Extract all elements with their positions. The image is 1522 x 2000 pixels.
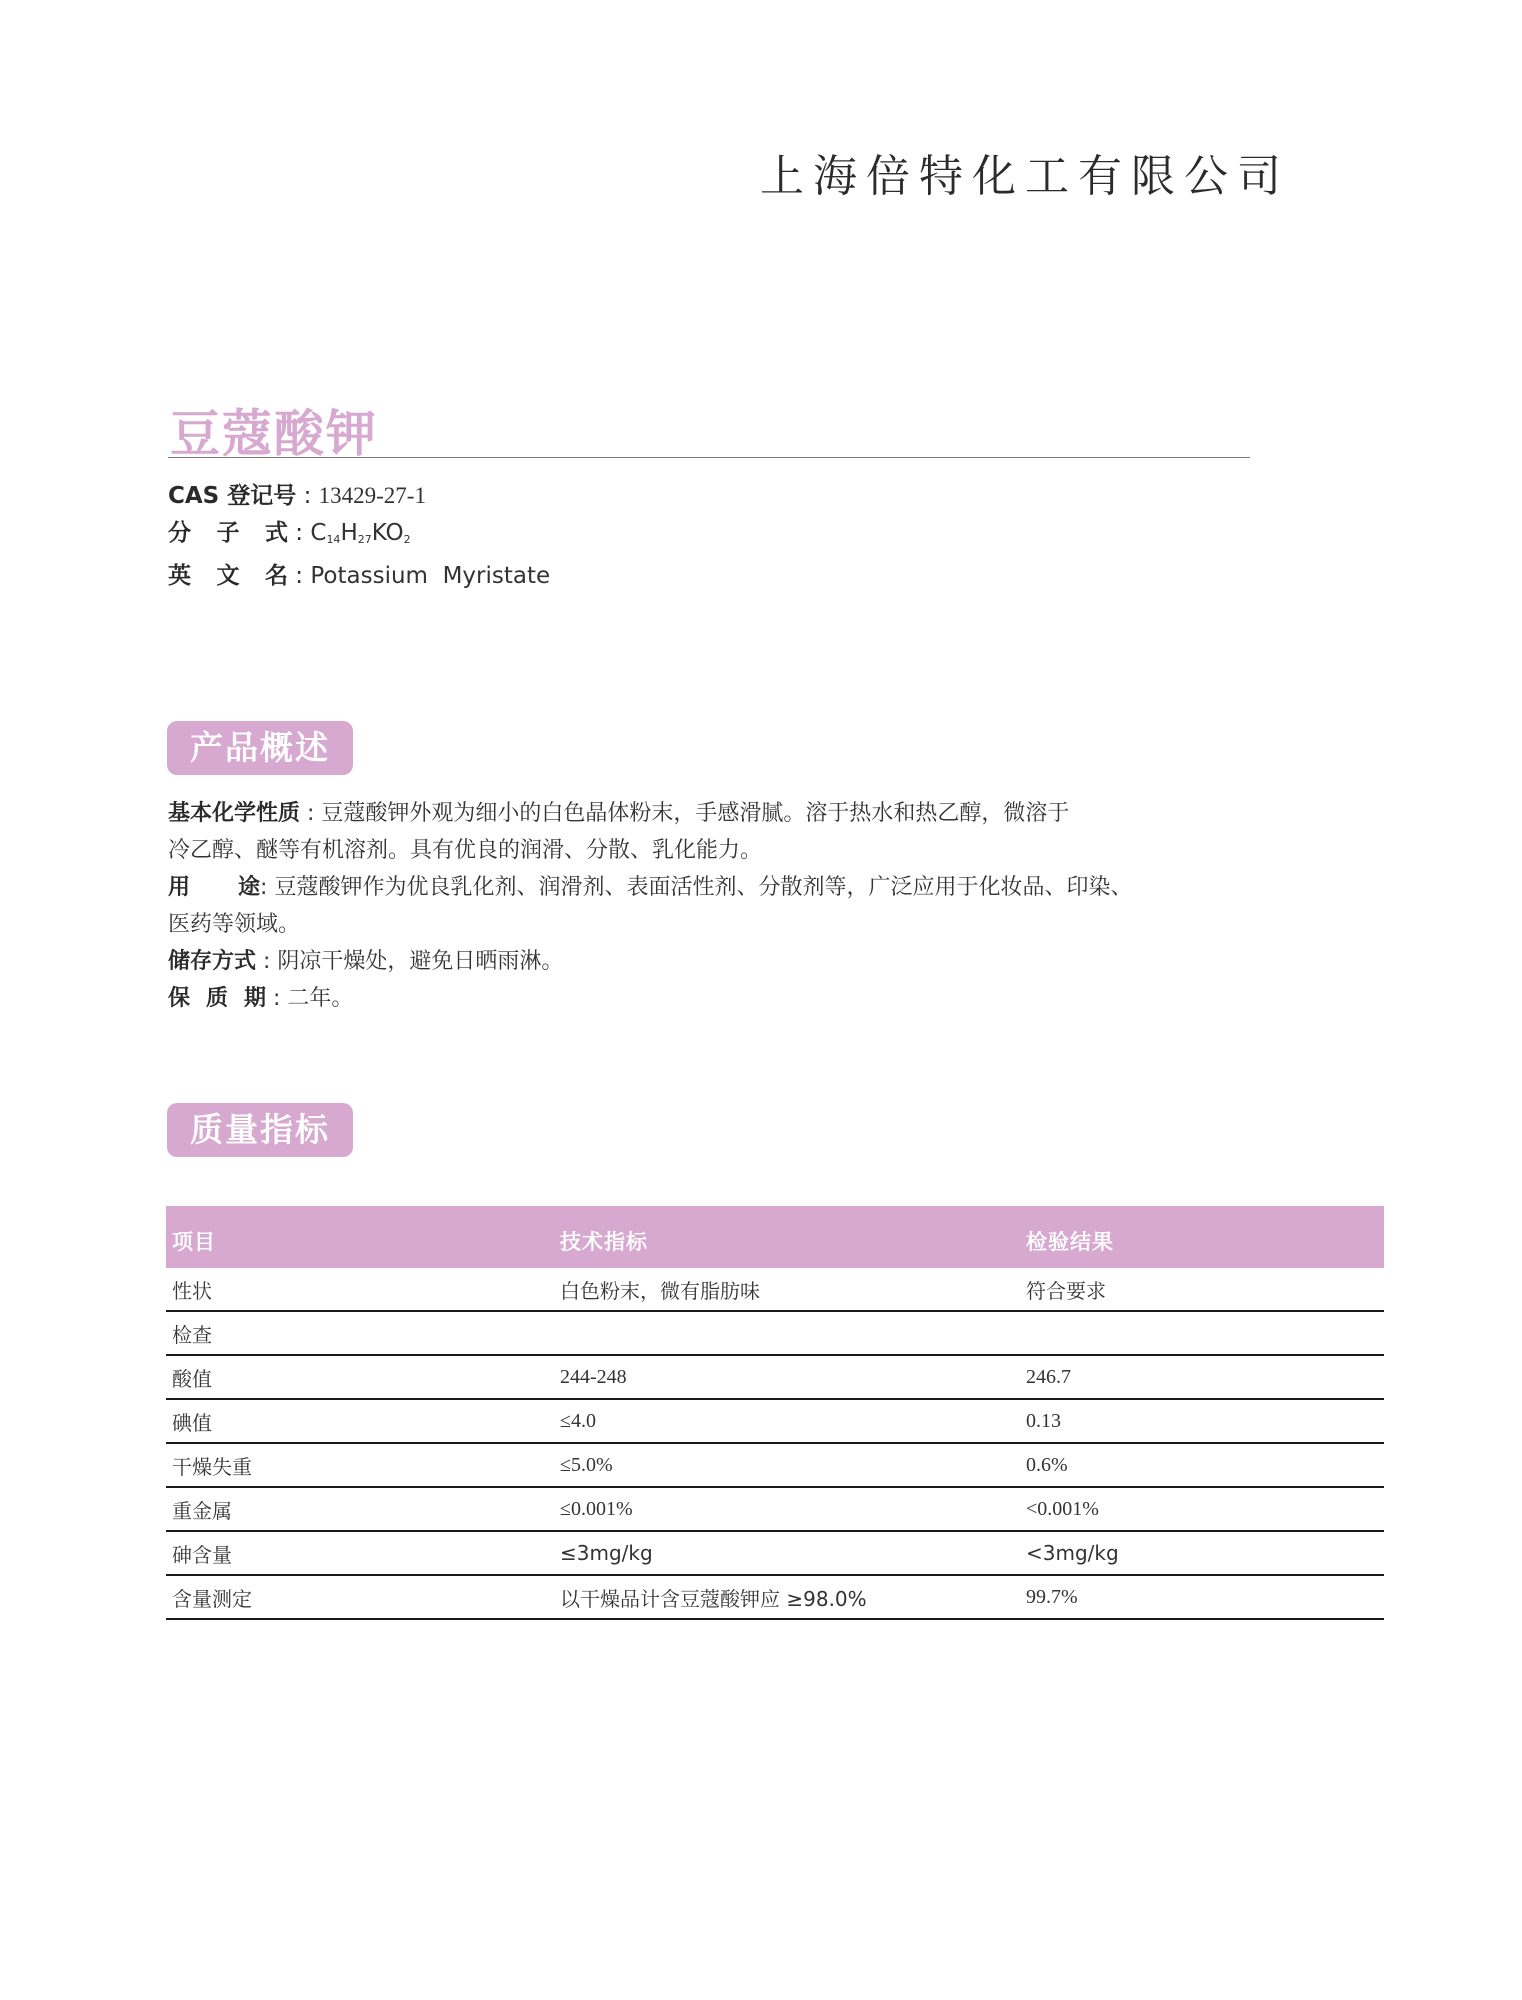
- english-name-row: 英 文 名 : Potassium Myristate: [168, 558, 550, 595]
- table-row: 重金属 ≤0.001% <0.001%: [166, 1487, 1384, 1531]
- shelf-life-line: 保 质 期 : 二年。: [168, 986, 354, 1011]
- table-row: 砷含量 ≤3mg/kg <3mg/kg: [166, 1531, 1384, 1575]
- cas-row: CAS 登记号 : 13429-27-1: [168, 477, 550, 515]
- title-divider: [168, 457, 1250, 458]
- table-row: 检查: [166, 1311, 1384, 1355]
- table-row: 性状 白色粉末，微有脂肪味 符合要求: [166, 1268, 1384, 1311]
- table-row: 碘值 ≤4.0 0.13: [166, 1399, 1384, 1443]
- table-row: 含量测定 以干燥品计含豆蔻酸钾应 ≥98.0% 99.7%: [166, 1575, 1384, 1619]
- english-name-label: 英 文 名: [168, 563, 288, 589]
- section-tag-overview: 产品概述: [167, 721, 353, 775]
- product-info: [168, 477, 550, 595]
- formula-value: $C_{14}H_{27}KO_2$: [310, 520, 411, 546]
- formula-label: 分 子 式: [168, 520, 288, 546]
- properties-line-2: 冷乙醇、醚等有机溶剂。具有优良的润滑、分散、乳化能力。: [168, 838, 763, 863]
- header-spec: 技术指标: [554, 1206, 1020, 1268]
- english-name-value: Potassium Myristate: [310, 563, 551, 589]
- section-tag-quality: 质量指标: [167, 1103, 353, 1157]
- table-header-row: [166, 1206, 1384, 1268]
- company-name: 上海倍特化工有限公司: [760, 151, 1290, 202]
- product-title: 豆蔻酸钾: [170, 405, 378, 463]
- header-result: 检验结果: [1020, 1206, 1384, 1268]
- table-row: 干燥失重 ≤5.0% 0.6%: [166, 1443, 1384, 1487]
- quality-table: [166, 1206, 1384, 1620]
- properties-line: 基本化学性质 : 豆蔻酸钾外观为细小的白色晶体粉末，手感滑腻。溶于热水和热乙醇，微溶于: [168, 801, 1070, 826]
- cas-value: 13429-27-1: [318, 483, 426, 508]
- formula-row: 分 子 式 : $C_{14}H_{27}KO_2$: [168, 515, 550, 558]
- table-row: 酸值 244-248 246.7: [166, 1355, 1384, 1399]
- usage-line-2: 医药等领域。: [168, 912, 301, 937]
- header-item: 项目: [166, 1206, 554, 1268]
- storage-line: 储存方式 : 阴凉干燥处，避免日晒雨淋。: [168, 949, 564, 974]
- cas-label: CAS 登记号: [168, 483, 297, 509]
- overview-text: [168, 795, 1228, 1017]
- usage-line: 用 途: 豆蔻酸钾作为优良乳化剂、润滑剂、表面活性剂、分散剂等，广泛应用于化妆品、印染、: [168, 875, 1133, 900]
